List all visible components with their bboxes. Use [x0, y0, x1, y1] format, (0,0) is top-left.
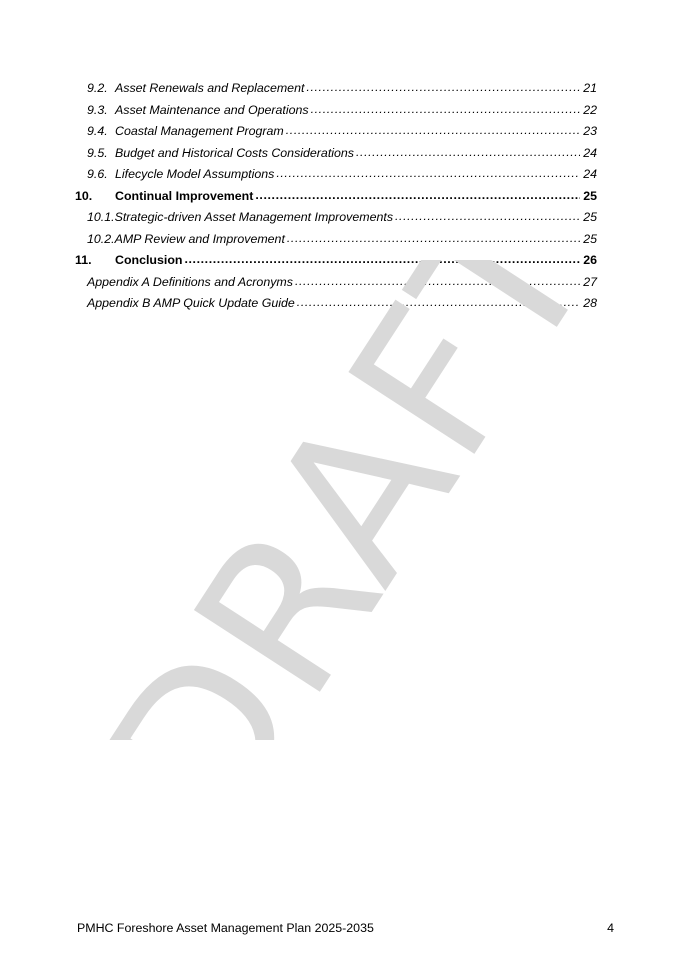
toc-entry-10[interactable] — [75, 187, 597, 205]
toc-entry-number: 10.2. — [87, 232, 115, 246]
toc-entry-10-1[interactable] — [87, 208, 597, 226]
toc-entry-9-4[interactable] — [87, 122, 597, 140]
toc-entry-9-5[interactable] — [87, 144, 597, 162]
toc-entry-11[interactable] — [75, 251, 597, 269]
toc-entry-page: 28 — [583, 296, 597, 310]
toc-dot-leader — [306, 78, 580, 96]
toc-entry-number: 9.3. — [87, 103, 108, 117]
page-footer — [77, 919, 614, 937]
toc-dot-leader — [356, 143, 580, 161]
toc-entry-10-2[interactable] — [87, 230, 597, 248]
draft-watermark — [70, 260, 590, 740]
toc-entry-appendix-b[interactable] — [87, 294, 597, 312]
watermark-text: DRAFT — [70, 260, 590, 740]
toc-dot-leader — [276, 164, 580, 182]
toc-dot-leader — [295, 272, 580, 290]
toc-dot-leader — [311, 100, 581, 118]
toc-entry-number: 11. — [75, 253, 92, 267]
toc-entry-title: Conclusion — [115, 253, 183, 267]
toc-entry-title: Appendix B AMP Quick Update Guide — [87, 296, 295, 310]
toc-entry-9-3[interactable] — [87, 101, 597, 119]
toc-entry-title: Lifecycle Model Assumptions — [115, 167, 275, 181]
toc-entry-number: 9.5. — [87, 146, 108, 160]
toc-dot-leader — [287, 229, 580, 247]
toc-entry-number: 10.1. — [87, 210, 115, 224]
toc-entry-page: 23 — [583, 124, 597, 138]
toc-dot-leader — [255, 186, 580, 204]
toc-entry-title: Strategic-driven Asset Management Improvements — [114, 210, 394, 224]
toc-entry-page: 24 — [583, 146, 597, 160]
toc-dot-leader — [286, 121, 580, 139]
toc-entry-title: Asset Renewals and Replacement — [115, 81, 305, 95]
toc-dot-leader — [297, 293, 580, 311]
toc-entry-title: Coastal Management Program — [115, 124, 284, 138]
toc-entry-title: Continual Improvement — [115, 189, 254, 203]
toc-entry-title: Budget and Historical Costs Considerations — [115, 146, 354, 160]
toc-entry-page: 25 — [583, 189, 597, 203]
toc-entry-number: 9.6. — [87, 167, 108, 181]
toc-entry-page: 25 — [583, 232, 597, 246]
toc-entry-number: 10. — [75, 189, 93, 203]
toc-dot-leader — [395, 207, 580, 225]
footer-page-number: 4 — [607, 921, 614, 935]
toc-entry-number: 9.4. — [87, 124, 108, 138]
toc-entry-9-6[interactable] — [87, 165, 597, 183]
toc-dot-leader — [184, 250, 580, 268]
toc-entry-page: 24 — [583, 167, 597, 181]
toc-entry-page: 27 — [583, 275, 597, 289]
toc-entry-title: Asset Maintenance and Operations — [115, 103, 309, 117]
toc-entry-page: 25 — [583, 210, 597, 224]
footer-document-title: PMHC Foreshore Asset Management Plan 2025-2035 — [77, 921, 374, 935]
toc-entry-9-2[interactable] — [87, 79, 597, 97]
toc-entry-appendix-a[interactable] — [87, 273, 597, 291]
toc-entry-page: 22 — [583, 103, 597, 117]
toc-entry-title: Appendix A Definitions and Acronyms — [87, 275, 293, 289]
toc-entry-title: AMP Review and Improvement — [114, 232, 285, 246]
toc-entry-number: 9.2. — [87, 81, 108, 95]
toc-entry-page: 26 — [583, 253, 597, 267]
toc-entry-page: 21 — [583, 81, 597, 95]
